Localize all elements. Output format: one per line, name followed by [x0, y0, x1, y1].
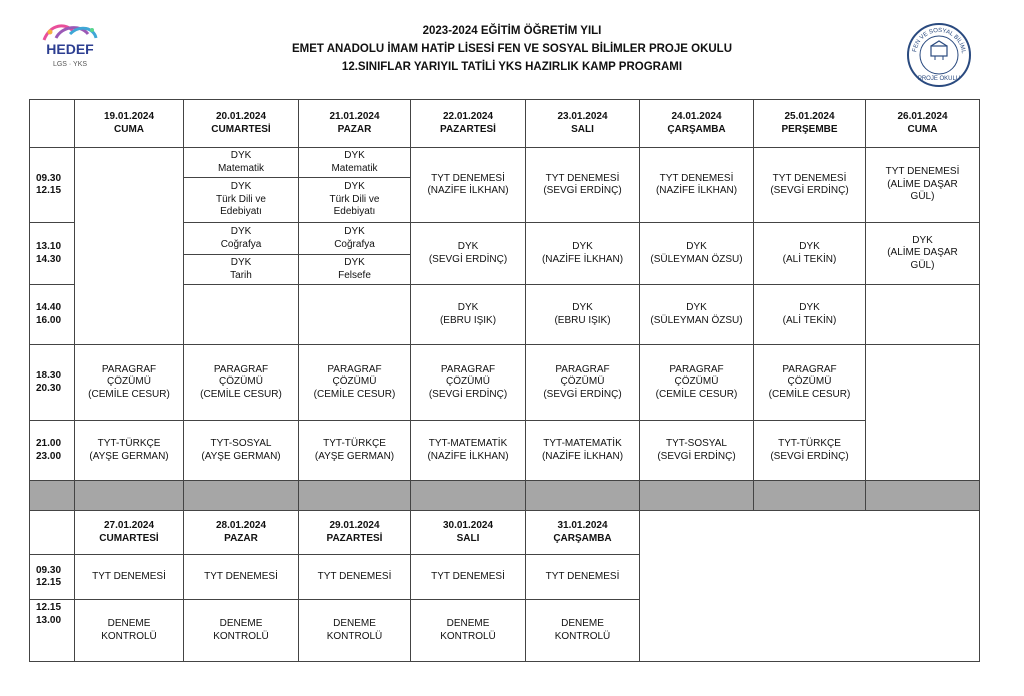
day-header: 25.01.2024 PERŞEMBE: [754, 100, 866, 148]
schedule-cell: DYK Matematik: [299, 148, 411, 178]
schedule-cell: DYK Türk Dili ve Edebiyatı: [184, 178, 299, 223]
schedule-cell: TYT-TÜRKÇE (SEVGİ ERDİNÇ): [754, 421, 866, 481]
table-row: [30, 345, 980, 421]
schedule-cell: DYK (SÜLEYMAN ÖZSU): [640, 223, 754, 285]
time-cell: 09.30 12.15: [30, 148, 75, 223]
week1-header-row: [30, 100, 980, 148]
schedule-cell: DYK (SEVGİ ERDİNÇ): [411, 223, 526, 285]
seal-arc-text: FEN VE SOSYAL BİLİML: [912, 27, 966, 54]
schedule-cell: TYT-MATEMATİK (NAZİFE İLKHAN): [411, 421, 526, 481]
school-seal: [906, 22, 972, 88]
time-cell: 12.15 13.00: [30, 600, 75, 662]
schedule-cell: DYK (NAZİFE İLKHAN): [526, 223, 640, 285]
header-school: EMET ANADOLU İMAM HATİP LİSESİ FEN VE SOSYAL BİLİMLER PROJE OKULU: [291, 43, 733, 55]
schedule-cell: DYK (ALİ TEKİN): [754, 223, 866, 285]
schedule-cell: DYK Coğrafya: [184, 223, 299, 255]
day-header: 21.01.2024 PAZAR: [299, 100, 411, 148]
schedule-cell: TYT DENEMESİ (SEVGİ ERDİNÇ): [754, 148, 866, 223]
schedule-cell: DYK (EBRU IŞIK): [526, 285, 640, 345]
hedef-logo-icon: [36, 20, 104, 70]
day-header: 30.01.2024 SALI: [411, 511, 526, 555]
schedule-cell: TYT-TÜRKÇE (AYŞE GERMAN): [299, 421, 411, 481]
seal-bottom-text: PROJE OKULU: [917, 76, 961, 82]
schedule-cell: DENEME KONTROLÜ: [75, 600, 184, 662]
schedule-cell: DENEME KONTROLÜ: [184, 600, 299, 662]
empty-cell: [299, 285, 411, 345]
schedule-cell: DENEME KONTROLÜ: [299, 600, 411, 662]
table-row: [30, 148, 980, 178]
schedule-cell: DYK (EBRU IŞIK): [411, 285, 526, 345]
schedule-cell: PARAGRAF ÇÖZÜMÜ (CEMİLE CESUR): [75, 345, 184, 421]
schedule-cell: TYT DENEMESİ (ALİME DAŞAR GÜL): [866, 148, 980, 223]
table-row: [30, 421, 980, 481]
schedule-cell: TYT DENEMESİ: [411, 555, 526, 600]
header-program: 12.SINIFLAR YARIYIL TATİLİ YKS HAZIRLIK KAMP PROGRAMI: [341, 61, 683, 73]
schedule-cell: DYK Türk Dili ve Edebiyatı: [299, 178, 411, 223]
schedule-cell: TYT DENEMESİ (SEVGİ ERDİNÇ): [526, 148, 640, 223]
day-header: 19.01.2024 CUMA: [75, 100, 184, 148]
schedule-cell: DYK (ALİ TEKİN): [754, 285, 866, 345]
schedule-cell: TYT-SOSYAL (AYŞE GERMAN): [184, 421, 299, 481]
hedef-logo: [36, 20, 104, 70]
schedule-cell: DYK Felsefe: [299, 255, 411, 285]
schedule-table: [29, 99, 980, 662]
corner-cell: [30, 100, 75, 148]
day-header: 20.01.2024 CUMARTESİ: [184, 100, 299, 148]
separator-row: [30, 481, 980, 511]
schedule-cell: TYT-SOSYAL (SEVGİ ERDİNÇ): [640, 421, 754, 481]
schedule-cell: PARAGRAF ÇÖZÜMÜ (SEVGİ ERDİNÇ): [526, 345, 640, 421]
logo-left-text: HEDEF: [46, 41, 94, 57]
day-header: 26.01.2024 CUMA: [866, 100, 980, 148]
schedule-cell: DYK (SÜLEYMAN ÖZSU): [640, 285, 754, 345]
day-header: 28.01.2024 PAZAR: [184, 511, 299, 555]
schedule-cell: TYT DENEMESİ: [526, 555, 640, 600]
schedule-cell: PARAGRAF ÇÖZÜMÜ (CEMİLE CESUR): [640, 345, 754, 421]
day-header: 27.01.2024 CUMARTESİ: [75, 511, 184, 555]
schedule-cell: DENEME KONTROLÜ: [526, 600, 640, 662]
empty-area: [640, 511, 980, 662]
day-header: 24.01.2024 ÇARŞAMBA: [640, 100, 754, 148]
schedule-cell: DYK Matematik: [184, 148, 299, 178]
schedule-cell: PARAGRAF ÇÖZÜMÜ (CEMİLE CESUR): [299, 345, 411, 421]
schedule-cell: PARAGRAF ÇÖZÜMÜ (CEMİLE CESUR): [754, 345, 866, 421]
corner-cell: [30, 511, 75, 555]
schedule-cell: DYK (ALİME DAŞAR GÜL): [866, 223, 980, 285]
schedule-cell: DYK Tarih: [184, 255, 299, 285]
week2-header-row: [30, 511, 980, 555]
schedule-cell: TYT-MATEMATİK (NAZİFE İLKHAN): [526, 421, 640, 481]
empty-cell: [75, 148, 184, 345]
time-cell: 13.10 14.30: [30, 223, 75, 285]
school-seal-icon: [906, 22, 972, 88]
schedule-cell: TYT DENEMESİ: [299, 555, 411, 600]
day-header: 29.01.2024 PAZARTESİ: [299, 511, 411, 555]
schedule-cell: TYT DENEMESİ: [184, 555, 299, 600]
day-header: 22.01.2024 PAZARTESİ: [411, 100, 526, 148]
header-year: 2023-2024 EĞİTİM ÖĞRETİM YILI: [422, 25, 602, 37]
document-header: [0, 22, 1024, 76]
schedule-cell: DYK Coğrafya: [299, 223, 411, 255]
time-cell: 14.40 16.00: [30, 285, 75, 345]
schedule-cell: PARAGRAF ÇÖZÜMÜ (SEVGİ ERDİNÇ): [411, 345, 526, 421]
schedule-cell: TYT DENEMESİ: [75, 555, 184, 600]
schedule-cell: PARAGRAF ÇÖZÜMÜ (CEMİLE CESUR): [184, 345, 299, 421]
empty-cell: [866, 285, 980, 345]
time-cell: 21.00 23.00: [30, 421, 75, 481]
empty-cell: [866, 345, 980, 481]
time-cell: 18.30 20.30: [30, 345, 75, 421]
schedule-cell: TYT DENEMESİ (NAZİFE İLKHAN): [640, 148, 754, 223]
schedule-cell: DENEME KONTROLÜ: [411, 600, 526, 662]
empty-cell: [184, 285, 299, 345]
day-header: 31.01.2024 ÇARŞAMBA: [526, 511, 640, 555]
day-header: 23.01.2024 SALI: [526, 100, 640, 148]
schedule-cell: TYT DENEMESİ (NAZİFE İLKHAN): [411, 148, 526, 223]
schedule-cell: TYT-TÜRKÇE (AYŞE GERMAN): [75, 421, 184, 481]
time-cell: 09.30 12.15: [30, 555, 75, 600]
logo-left-sub: LGS · YKS: [52, 61, 88, 68]
